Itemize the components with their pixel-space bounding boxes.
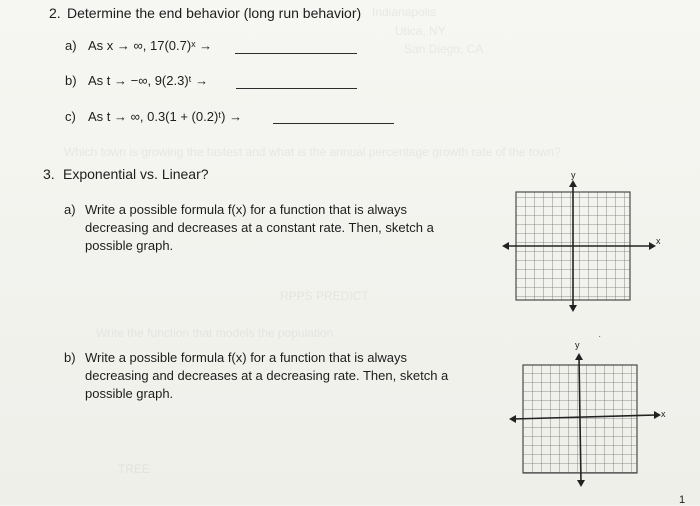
graph-grid-b[interactable] bbox=[505, 337, 675, 492]
bleed-through-text: TREE bbox=[118, 462, 151, 476]
stray-mark: · bbox=[598, 331, 602, 342]
graph-a-right-arrow-icon bbox=[649, 242, 656, 250]
part-3b-line-3: possible graph. bbox=[85, 386, 174, 401]
bleed-through-text: Utica, NY bbox=[395, 24, 446, 38]
answer-line-2b[interactable] bbox=[236, 88, 357, 89]
part-3a-line-2: decreasing and decreases at a constant rate. Then, sketch a bbox=[85, 220, 434, 235]
part-3a-text bbox=[85, 201, 465, 255]
graph-a-x-label: x bbox=[656, 236, 661, 246]
section-3-number: 3. bbox=[43, 166, 55, 182]
graph-a-down-arrow-icon bbox=[569, 305, 577, 312]
part-3b-line-1: Write a possible formula f(x) for a function that is always bbox=[85, 350, 407, 365]
graph-b-left-arrow-icon bbox=[509, 415, 516, 423]
answer-line-2c[interactable] bbox=[273, 123, 394, 124]
bleed-through-text: San Diego, CA bbox=[404, 42, 484, 56]
graph-grid-a[interactable] bbox=[498, 170, 668, 318]
graph-a-y-label: y bbox=[571, 170, 576, 180]
answer-line-2a[interactable] bbox=[235, 53, 357, 54]
part-3b-text bbox=[85, 349, 475, 403]
item-2b-label: b) bbox=[65, 73, 77, 88]
bleed-through-text: Write the function that models the population bbox=[96, 326, 334, 340]
part-3b-line-2: decreasing and decreases at a decreasing rate. Then, sketch a bbox=[85, 368, 449, 383]
part-3a-line-3: possible graph. bbox=[85, 238, 174, 253]
item-2c-label: c) bbox=[65, 109, 76, 124]
graph-a-left-arrow-icon bbox=[502, 242, 509, 250]
part-3a-label: a) bbox=[64, 202, 76, 217]
graph-b-up-arrow-icon bbox=[575, 353, 583, 360]
bleed-through-text: Which town is growing the fastest and what is the annual percentage growth rate of the town? bbox=[64, 145, 561, 159]
section-3-title: Exponential vs. Linear? bbox=[63, 166, 209, 182]
section-2-title: Determine the end behavior (long run behavior) bbox=[67, 5, 362, 21]
graph-b-y-label: y bbox=[575, 340, 580, 350]
graph-b-x-label: x bbox=[661, 409, 666, 419]
section-2-number: 2. bbox=[49, 5, 61, 21]
graph-b-right-arrow-icon bbox=[654, 411, 661, 419]
item-2b-text: As t → −∞, 9(2.3)ᵗ → bbox=[88, 73, 209, 88]
item-2c-text: As t → ∞, 0.3(1 + (0.2)ᵗ) → bbox=[88, 109, 243, 124]
item-2a-text: As x → ∞, 17(0.7)ˣ → bbox=[88, 38, 213, 53]
bleed-through-text: RPPS PREDICT bbox=[280, 289, 369, 303]
bleed-through-text: Indianapolis bbox=[372, 5, 437, 19]
graph-b-down-arrow-icon bbox=[577, 480, 585, 487]
item-2a-label: a) bbox=[65, 38, 77, 53]
page-number: 1 bbox=[679, 494, 686, 506]
part-3b-label: b) bbox=[64, 350, 76, 365]
graph-a-up-arrow-icon bbox=[569, 180, 577, 187]
part-3a-line-1: Write a possible formula f(x) for a function that is always bbox=[85, 202, 407, 217]
